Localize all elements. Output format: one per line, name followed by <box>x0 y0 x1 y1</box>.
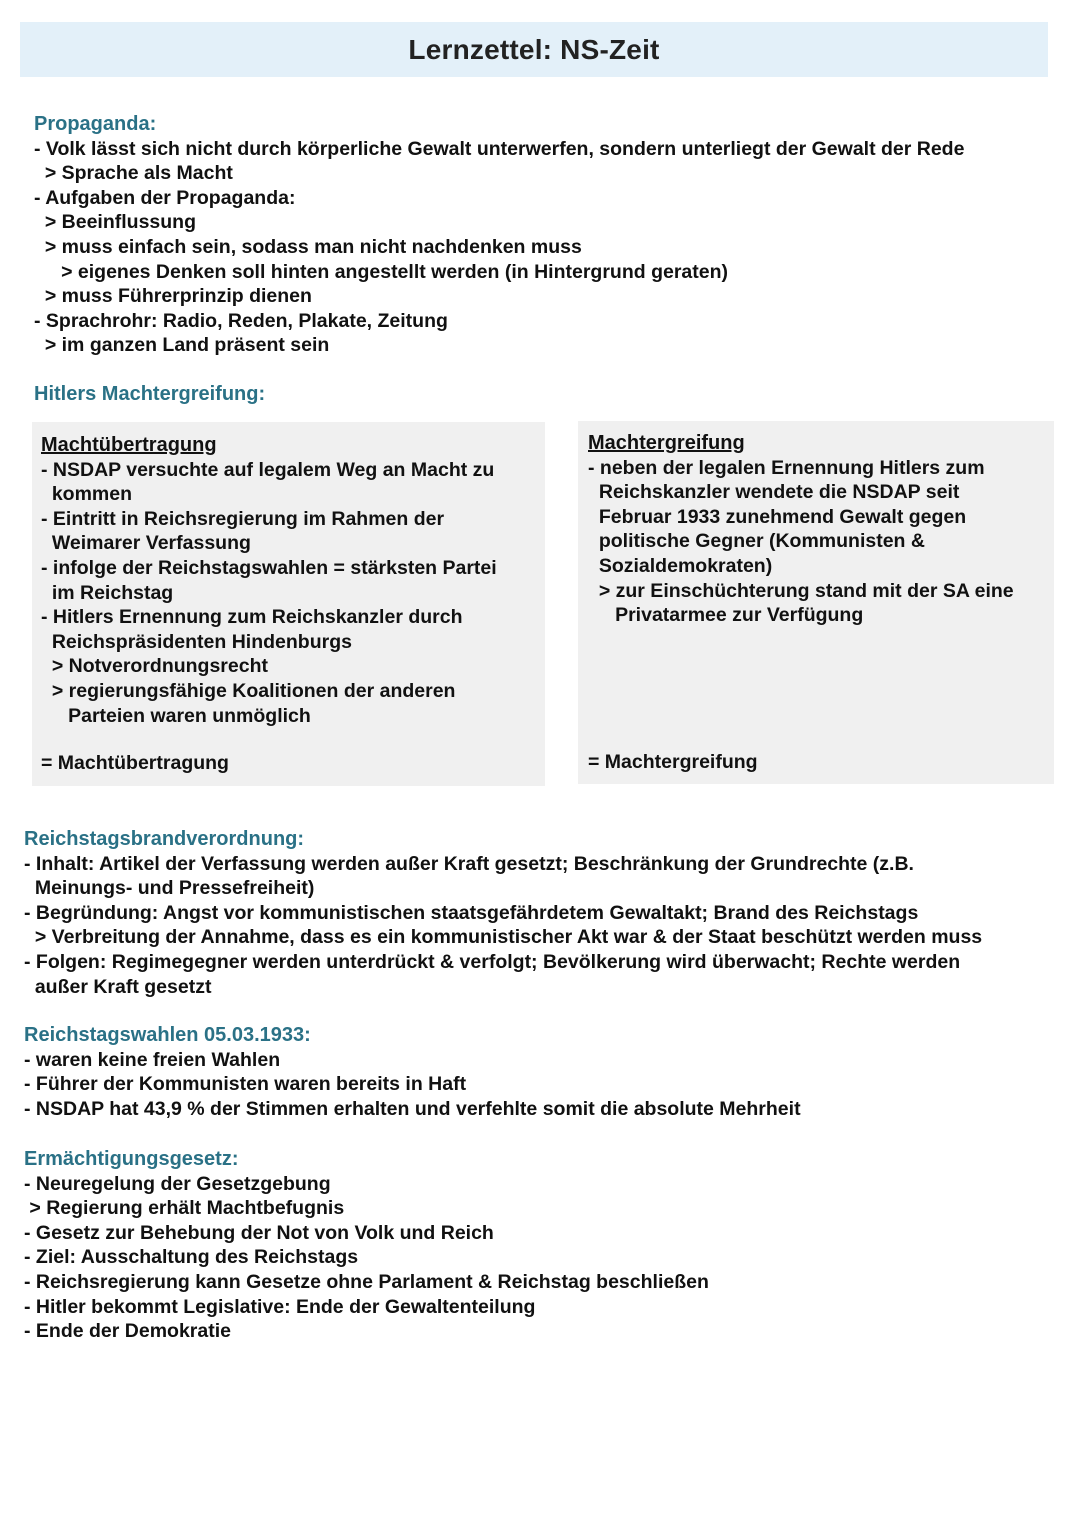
text-line: - NSDAP versuchte auf legalem Weg an Macht zu <box>41 458 495 481</box>
heading-ermaechtigungsgesetz: Ermächtigungsgesetz: <box>24 1148 239 1170</box>
text-line: - Volk lässt sich nicht durch körperliche Gewalt unterwerfen, sondern unterliegt der Gewalt der Rede <box>34 137 965 160</box>
text-line: Reichskanzler wendete die NSDAP seit <box>588 481 960 504</box>
text-line: - Ende der Demokratie <box>24 1320 231 1343</box>
text-line: Februar 1933 zunehmend Gewalt gegen <box>588 505 967 528</box>
heading-machtergreifung: Hitlers Machtergreifung: <box>34 383 266 405</box>
text-line: > regierungsfähige Koalitionen der anderen <box>41 679 456 702</box>
text-line: - Führer der Kommunisten waren bereits in Haft <box>24 1073 467 1096</box>
text-line: - Gesetz zur Behebung der Not von Volk und Reich <box>24 1221 494 1244</box>
text-line: kommen <box>41 483 133 506</box>
text-line: - waren keine freien Wahlen <box>24 1048 281 1071</box>
page-title: Lernzettel: NS-Zeit <box>408 33 660 65</box>
text-line: - Hitlers Ernennung zum Reichskanzler durch <box>41 606 463 629</box>
section-machtergreifung <box>34 382 265 407</box>
text-line: > zur Einschüchterung stand mit der SA eine <box>588 579 1014 602</box>
text-line: - NSDAP hat 43,9 % der Stimmen erhalten und verfehlte somit die absolute Mehrheit <box>24 1097 801 1120</box>
text-line: - Sprachrohr: Radio, Reden, Plakate, Zeitung <box>34 309 448 332</box>
section-ermaechtigungsgesetz <box>24 1147 709 1344</box>
result-machtergreifung: = Machtergreifung <box>588 751 758 773</box>
result-machtuebertragung: = Machtübertragung <box>41 752 229 774</box>
text-line: Reichspräsidenten Hindenburgs <box>41 630 352 653</box>
text-line: > Notverordnungsrecht <box>41 655 268 678</box>
text-line: Sozialdemokraten) <box>588 554 773 577</box>
text-line: Parteien waren unmöglich <box>41 704 311 727</box>
text-line: > eigenes Denken soll hinten angestellt werden (in Hintergrund geraten) <box>34 260 729 283</box>
text-line: > Verbreitung der Annahme, dass es ein kommunistischer Akt war & der Staat beschützt werden muss <box>24 926 983 949</box>
text-line: - Inhalt: Artikel der Verfassung werden außer Kraft gesetzt; Beschränkung der Grundrechte (z.B. <box>24 852 914 875</box>
text-line: > im ganzen Land präsent sein <box>34 334 330 357</box>
text-line: > muss Führerprinzip dienen <box>34 285 312 308</box>
text-line: politische Gegner (Kommunisten & <box>588 530 925 553</box>
text-line: Meinungs- und Pressefreiheit) <box>24 877 315 900</box>
box-machtuebertragung <box>32 422 545 786</box>
heading-propaganda: Propaganda: <box>34 113 157 135</box>
text-line: - neben der legalen Ernennung Hitlers zum <box>588 456 985 479</box>
text-line: - Folgen: Regimegegner werden unterdrückt & verfolgt; Bevölkerung wird überwacht; Rechte werden <box>24 950 961 973</box>
box-machtergreifung <box>578 421 1054 784</box>
text-line: > Regierung erhält Machtbefugnis <box>24 1197 345 1220</box>
text-line: - infolge der Reichstagswahlen = stärksten Partei <box>41 556 497 579</box>
text-line: Weimarer Verfassung <box>41 532 251 555</box>
box-title-machtergreifung: Machtergreifung <box>588 432 745 454</box>
text-line: - Aufgaben der Propaganda: <box>34 186 296 209</box>
text-line: im Reichstag <box>41 581 174 604</box>
section-reichstagswahlen <box>24 1023 801 1121</box>
text-line: Privatarmee zur Verfügung <box>588 604 864 627</box>
heading-reichstagsbrandverordnung: Reichstagsbrandverordnung: <box>24 828 305 850</box>
title-banner <box>20 22 1048 77</box>
text-line: - Eintritt in Reichsregierung im Rahmen der <box>41 507 445 530</box>
box-title-machtuebertragung: Machtübertragung <box>41 434 217 456</box>
section-reichstagsbrandverordnung <box>24 827 982 999</box>
text-line: > Sprache als Macht <box>34 162 233 185</box>
text-line: > muss einfach sein, sodass man nicht nachdenken muss <box>34 235 582 258</box>
text-line: - Reichsregierung kann Gesetze ohne Parlament & Reichstag beschließen <box>24 1270 709 1293</box>
text-line: - Ziel: Ausschaltung des Reichstags <box>24 1246 359 1269</box>
text-line: > Beeinflussung <box>34 211 196 234</box>
text-line: außer Kraft gesetzt <box>24 975 212 998</box>
heading-reichstagswahlen: Reichstagswahlen 05.03.1933: <box>24 1024 311 1046</box>
text-line: - Hitler bekommt Legislative: Ende der Gewaltenteilung <box>24 1295 536 1318</box>
section-propaganda <box>34 112 964 358</box>
text-line: - Begründung: Angst vor kommunistischen staatsgefährdetem Gewaltakt; Brand des Reichstags <box>24 901 919 924</box>
text-line: - Neuregelung der Gesetzgebung <box>24 1172 331 1195</box>
